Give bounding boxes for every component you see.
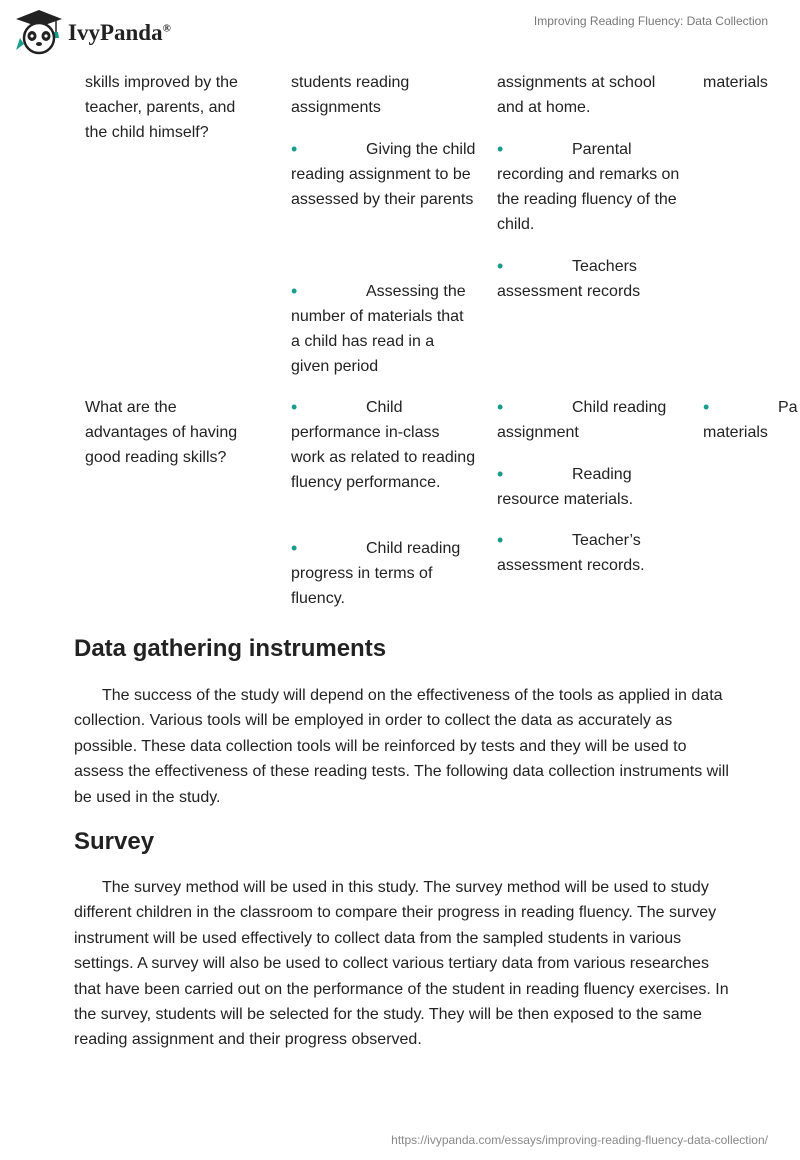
table-cell-question: What are the advantages of having good reading skills?: [85, 399, 238, 466]
bullet-icon: •: [497, 464, 504, 484]
list-item: • Reading resource materials.: [497, 464, 634, 508]
list-item: • Giving the child reading assignment to be assessed by their parents: [291, 139, 476, 208]
brand-name: IvyPanda®: [68, 20, 171, 45]
document-title: Improving Reading Fluency: Data Collection: [533, 14, 768, 28]
table-cell-intro: materials: [703, 74, 768, 91]
bullet-icon: •: [497, 139, 504, 159]
list-item: • Pa materials: [703, 397, 798, 441]
table-cell-question: skills improved by the teacher, parents, and the child himself?: [85, 74, 238, 141]
paragraph-instruments: The success of the study will depend on the effectiveness of the tools as applied in data collection. Various tools will be employed in order to collect the data as accurately as possible. These data collection tools will be reinforced by tests and they will be used to assess the effectiveness of these reading tests. The following data collection instruments will be used in the study.: [74, 687, 729, 806]
bullet-icon: •: [497, 256, 504, 276]
brand-logo[interactable]: [14, 8, 171, 56]
table-cell-intro: students reading assignments: [291, 74, 410, 116]
bullet-icon: •: [291, 139, 298, 159]
list-item: • Teacher’s assessment records.: [497, 530, 645, 574]
panda-logo-icon: [14, 8, 64, 56]
list-item: • Child reading progress in terms of fluency.: [291, 538, 461, 607]
section-heading-survey: Survey: [74, 828, 155, 855]
bullet-icon: •: [291, 397, 298, 417]
table-cell-intro: assignments at school and at home.: [497, 74, 656, 116]
paragraph-survey: The survey method will be used in this study. The survey method will be used to study different children in the classroom to compare their progress in reading fluency. The survey instrument will be used effectively to collect data from the sampled students in various settings. A survey will also be used to collect various tertiary data from various researches that have been carried out on the performance of the student in reading fluency exercises. In the survey, students will be selected for the study. They will be then exposed to the same reading assignment and their progress observed.: [74, 879, 729, 1049]
source-url-link[interactable]: https://ivypanda.com/essays/improving-reading-fluency-data-collection/: [391, 1133, 768, 1147]
list-item: • Teachers assessment records: [497, 256, 641, 300]
bullet-icon: •: [291, 281, 298, 301]
list-item: • Child performance in-class work as related to reading fluency performance.: [291, 397, 476, 491]
bullet-icon: •: [703, 397, 710, 417]
bullet-icon: •: [497, 530, 504, 550]
section-heading-instruments: Data gathering instruments: [74, 635, 387, 662]
list-item: • Assessing the number of materials that a child has read in a given period: [291, 281, 466, 375]
list-item: • Parental recording and remarks on the reading fluency of the child.: [497, 139, 680, 233]
bullet-icon: •: [497, 397, 504, 417]
bullet-icon: •: [291, 538, 298, 558]
list-item: • Child reading assignment: [497, 397, 667, 441]
